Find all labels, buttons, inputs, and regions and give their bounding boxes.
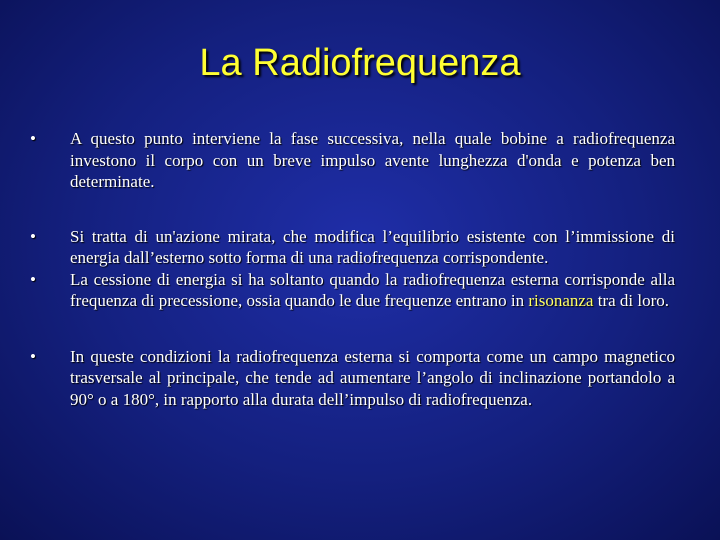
bullet-text: In queste condizioni la radiofrequenza esterna si comporta come un campo magnetico trasversale al principale, che tende ad aumentare l’angolo di inclinazione portandolo a 90° o a 180°, in rapporto alla durata dell’impulso di radiofrequenza. bbox=[70, 346, 675, 409]
bullet-marker: • bbox=[30, 269, 36, 289]
bullet-text-after: tra di loro. bbox=[593, 291, 670, 310]
bullet-marker: • bbox=[30, 129, 36, 148]
highlight-term: risonanza bbox=[528, 291, 594, 310]
bullet-item bbox=[30, 128, 675, 193]
bullet-item bbox=[30, 346, 675, 411]
bullet-text-before: La cessione di energia si ha soltanto quando la radiofrequenza esterna corrisponde alla frequenza di precessione, ossia quando le due frequenze entrano in bbox=[70, 269, 675, 310]
bullet-marker: • bbox=[30, 226, 36, 246]
bullet-text: A questo punto interviene la fase successiva, nella quale bobine a radiofrequenza investono il corpo con un breve impulso avente lunghezza d'onda e potenza ben determinate. bbox=[70, 129, 675, 191]
bullet-item bbox=[30, 269, 675, 312]
slide-title: La Radiofrequenza bbox=[199, 42, 521, 84]
bullet-item bbox=[30, 226, 675, 269]
bullet-text: Si tratta di un'azione mirata, che modifica l’equilibrio esistente con l’immissione di energia dall’esterno sotto forma di una radiofrequenza corrispondente. bbox=[70, 226, 675, 267]
bullet-marker: • bbox=[30, 346, 36, 366]
bullet-list bbox=[30, 128, 675, 410]
